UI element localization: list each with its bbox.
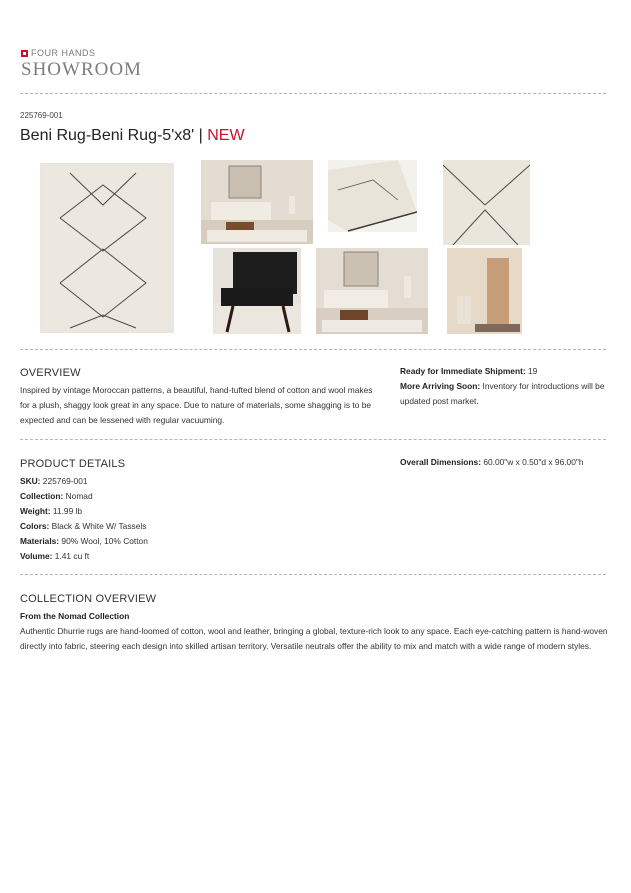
- shipment-value: 19: [525, 366, 538, 376]
- detail-label: Weight:: [20, 506, 51, 516]
- detail-value: Black & White W/ Tassels: [49, 521, 147, 531]
- arriving-value: Inventory for introductions will be updated post market.: [400, 381, 605, 406]
- detail-label: Collection:: [20, 491, 64, 501]
- product-title: Beni Rug-Beni Rug-5'x8': [20, 127, 195, 144]
- brand-main-text: SHOWROOM: [21, 59, 142, 80]
- collection-heading: COLLECTION OVERVIEW: [20, 593, 157, 605]
- detail-value: 1.41 cu ft: [52, 551, 90, 561]
- detail-colors: [20, 519, 148, 534]
- brand-top-text: FOUR HANDS: [31, 48, 96, 58]
- details-heading: PRODUCT DETAILS: [20, 458, 126, 470]
- page-title: [20, 127, 245, 145]
- detail-value: 225769-001: [40, 476, 88, 486]
- collection-text: Authentic Dhurrie rugs are hand-loomed of cotton, wool and leather, bringing a global, texture-rich look to any space. Each eye-catching pattern is hand-woven directly into fabric, steering each design into skilled artisan territory. Versatile neutrals offer the ability to mix and match with a wide range of modern styles.: [20, 626, 608, 651]
- main-product-image: [40, 163, 174, 333]
- detail-materials: [20, 534, 148, 549]
- detail-label: Volume:: [20, 551, 53, 561]
- detail-collection: [20, 489, 148, 504]
- detail-label: SKU:: [20, 476, 41, 486]
- dimensions-value: 60.00"w x 0.50"d x 96.00"h: [481, 457, 584, 467]
- brand-logo: [21, 48, 142, 81]
- overview-text: Inspired by vintage Moroccan patterns, a beautiful, hand-tufted blend of cotton and wool makes for a plush, shaggy look great in any space. Due to nature of materials, some shagging is to be expected and can be lessened with regular vacuuming.: [20, 385, 373, 425]
- divider: [20, 93, 606, 94]
- title-separator: |: [194, 127, 208, 144]
- collection-subheading: From the Nomad Collection: [20, 611, 130, 621]
- detail-label: Colors:: [20, 521, 50, 531]
- shipment-label: Ready for Immediate Shipment:: [400, 366, 526, 376]
- product-sku: 225769-001: [20, 111, 63, 120]
- overview-heading: OVERVIEW: [20, 367, 81, 379]
- details-list: [20, 474, 148, 564]
- rug-corner-image: [328, 160, 417, 232]
- room-scene-image: [201, 160, 313, 244]
- detail-value: 90% Wool, 10% Cotton: [59, 536, 148, 546]
- arriving-label: More Arriving Soon:: [400, 381, 481, 391]
- detail-label: Materials:: [20, 536, 60, 546]
- shipment-info: [400, 364, 610, 409]
- detail-weight: [20, 504, 148, 519]
- room-scene-image-2: [316, 248, 428, 334]
- rug-closeup-image: [443, 160, 530, 245]
- chair-scene-image: [213, 248, 301, 334]
- logo-mark-icon: [21, 50, 28, 57]
- dimensions-label: Overall Dimensions:: [400, 457, 481, 467]
- divider: [20, 574, 606, 575]
- detail-value: 11.99 lb: [50, 506, 83, 516]
- detail-sku: [20, 474, 148, 489]
- divider: [20, 439, 606, 440]
- detail-volume: [20, 549, 148, 564]
- rolled-rug-image: [447, 248, 522, 334]
- new-badge: NEW: [207, 127, 245, 144]
- detail-value: Nomad: [63, 491, 93, 501]
- overall-dimensions: [400, 455, 584, 470]
- divider: [20, 349, 606, 350]
